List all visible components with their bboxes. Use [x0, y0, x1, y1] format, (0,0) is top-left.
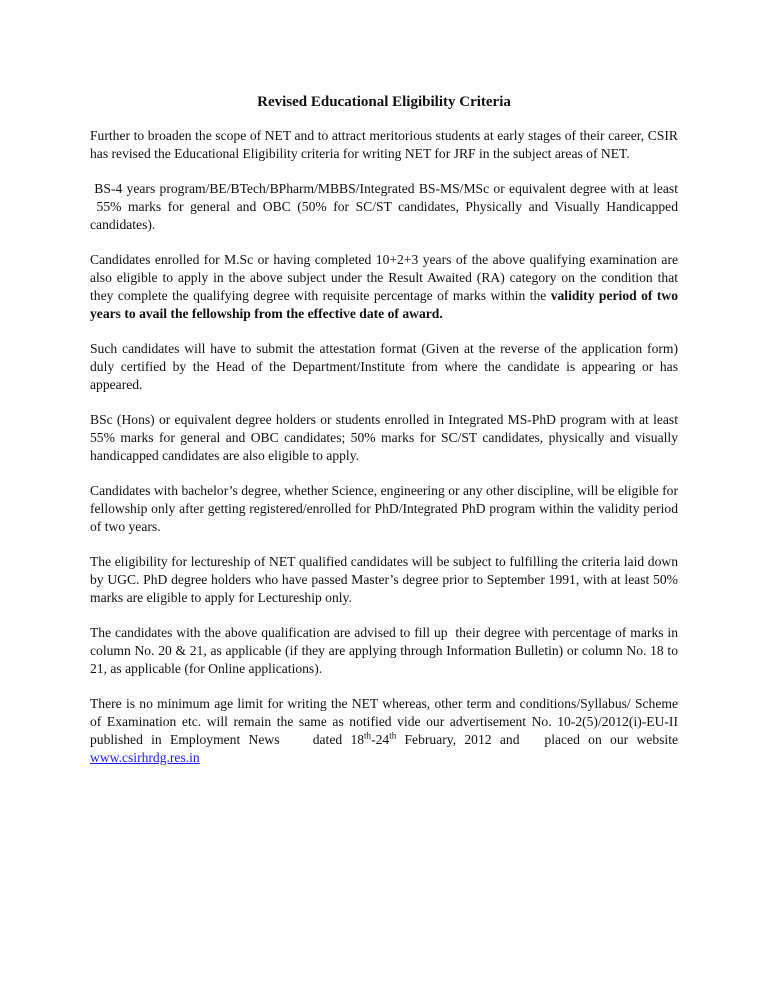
- paragraph-result-awaited: [90, 251, 678, 323]
- superscript-th-1: th: [364, 730, 372, 741]
- paragraph-attestation: Such candidates will have to submit the attestation format (Given at the reverse of the application form) duly certified by the Head of the Department/Institute from where the candidate is appearing or has appeared.: [90, 341, 678, 392]
- superscript-th-2: th: [389, 730, 397, 741]
- paragraph-age-limit-end: February, 2012 and placed on our website: [396, 732, 678, 747]
- paragraph-lectureship: The eligibility for lectureship of NET qualified candidates will be subject to fulfilling the criteria laid down by UGC. PhD degree holders who have passed Master’s degree prior to September 1991, with at least 50% marks are eligible to apply for Lectureship only.: [90, 554, 678, 605]
- paragraph-bsc-hons: BSc (Hons) or equivalent degree holders or students enrolled in Integrated MS-PhD program with at least 55% marks for general and OBC candidates; 50% marks for SC/ST candidates, physically and visually handicapped candidates are also eligible to apply.: [90, 412, 678, 463]
- document-title: Revised Educational Eligibility Criteria: [257, 94, 511, 110]
- paragraph-intro: Further to broaden the scope of NET and to attract meritorious students at early stages of their career, CSIR has revised the Educational Eligibility criteria for writing NET for JRF in the subject areas of NET.: [90, 128, 678, 161]
- paragraph-result-awaited-text: Candidates enrolled for M.Sc or having completed 10+2+3 years of the above qualifying examination are also eligible to apply in the above subject under the Result Awaited (RA) category on the condition that they complete the qualifying degree with requisite percentage of marks within the: [90, 252, 678, 303]
- paragraph-columns: The candidates with the above qualification are advised to fill up their degree with percentage of marks in column No. 20 & 21, as applicable (if they are applying through Information Bulletin) or column No. 18 to 21, as applicable (for Online applications).: [90, 625, 678, 676]
- paragraph-bachelors: Candidates with bachelor’s degree, whether Science, engineering or any other discipline, will be eligible for fellowship only after getting registered/enrolled for PhD/Integrated PhD program within the validity period of two years.: [90, 483, 678, 534]
- date-range-dash: -24: [371, 732, 390, 747]
- website-link[interactable]: www.csirhrdg.res.in: [90, 750, 200, 765]
- document-page: [90, 92, 678, 784]
- paragraph-age-limit: [90, 695, 678, 767]
- validity-period-bold: validity period of two years to avail the fellowship from the effective date of award.: [90, 288, 678, 321]
- paragraph-bs-degree: BS-4 years program/BE/BTech/BPharm/MBBS/Integrated BS-MS/MSc or equivalent degree with at least 55% marks for general and OBC (50% for SC/ST candidates, Physically and Visually Handicapped candidates).: [90, 181, 678, 232]
- paragraph-age-limit-text: There is no minimum age limit for writing the NET whereas, other term and conditions/Syllabus/ Scheme of Examination etc. will remain the same as notified vide our advertisement No. 10-2(5)/2012(i)-EU-II published in Employment News dated 18: [90, 696, 678, 747]
